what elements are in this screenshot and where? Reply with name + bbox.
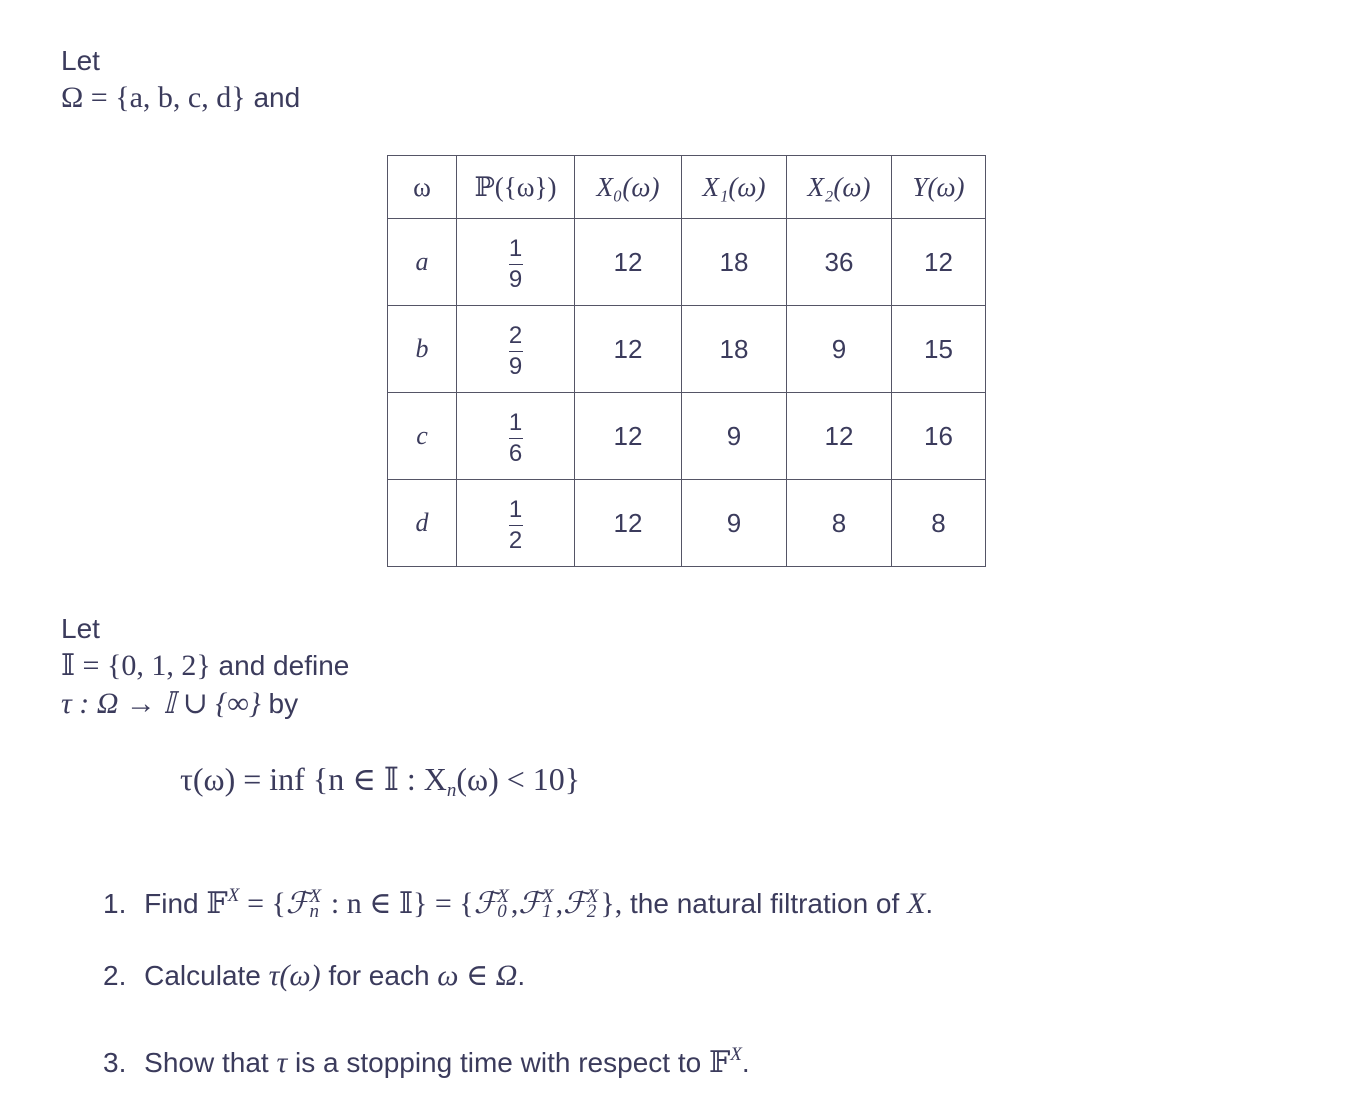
sub-n: n — [309, 901, 320, 922]
cell-omega: d — [388, 480, 457, 567]
table-row — [388, 393, 986, 480]
question-number: 3. — [103, 1047, 127, 1078]
fraction — [509, 237, 523, 292]
set-open: = { — [247, 887, 286, 920]
and-define-word: and define — [218, 650, 350, 681]
header-x1: X₁(ω) — [682, 156, 787, 219]
cell-x1: 9 — [682, 393, 787, 480]
omega-definition — [61, 81, 300, 115]
cell-omega: c — [388, 393, 457, 480]
for-each-text: for each — [328, 960, 430, 991]
cell-x2: 36 — [787, 219, 892, 306]
show-that-text: Show that — [144, 1047, 269, 1078]
sigma-algebra-n: ℱ — [285, 887, 310, 920]
cell-x2: 9 — [787, 306, 892, 393]
denominator: 9 — [508, 266, 523, 293]
cell-omega: a — [388, 219, 457, 306]
find-word: Find — [144, 888, 199, 919]
cell-x0: 12 — [575, 306, 682, 393]
numerator: 1 — [508, 496, 523, 523]
tau-map-line — [61, 687, 298, 721]
tau-def-end: (ω) < 10} — [456, 761, 581, 797]
cell-y: 8 — [892, 480, 986, 567]
fraction — [509, 324, 523, 379]
cell-omega: b — [388, 306, 457, 393]
sup-x: X — [309, 886, 322, 907]
sigma-algebra-0: ℱ — [473, 887, 498, 920]
sup-x: X — [586, 886, 599, 907]
cell-x1: 18 — [682, 306, 787, 393]
cell-x0: 12 — [575, 480, 682, 567]
denominator: 9 — [508, 353, 523, 380]
header-probability: ℙ({ω}) — [457, 156, 575, 219]
cell-x2: 12 — [787, 393, 892, 480]
sigma-algebra-0-indices — [497, 886, 509, 922]
tau-symbol: τ — [276, 1046, 288, 1079]
cell-probability — [457, 219, 575, 306]
tau-map: τ : Ω → 𝕀 ∪ {∞} — [61, 687, 261, 720]
cell-y: 16 — [892, 393, 986, 480]
sigma-algebra-n-indices — [309, 886, 322, 922]
sub-1: 1 — [542, 901, 552, 922]
numerator: 1 — [508, 235, 523, 262]
x-variable: X — [907, 887, 926, 920]
natural-filtration-text: the natural filtration of — [630, 888, 900, 919]
question-2 — [103, 959, 525, 993]
sigma-algebra-2-indices — [586, 886, 599, 922]
sub-0: 0 — [497, 901, 507, 922]
sigma-algebra-1-indices — [542, 886, 554, 922]
tau-def-main: τ(ω) = inf {n ∈ 𝕀 : X — [180, 761, 447, 797]
cell-probability — [457, 306, 575, 393]
by-word: by — [268, 688, 299, 719]
fraction-bar — [509, 351, 523, 352]
sup-x: X — [542, 886, 554, 907]
cell-x1: 18 — [682, 219, 787, 306]
tau-omega: τ(ω) — [268, 959, 321, 992]
cell-y: 12 — [892, 219, 986, 306]
cell-x0: 12 — [575, 393, 682, 480]
let-label-2: Let — [61, 613, 100, 644]
header-x2: X₂(ω) — [787, 156, 892, 219]
table-row — [388, 219, 986, 306]
numerator: 1 — [508, 409, 523, 436]
tau-def-subscript: n — [446, 780, 457, 801]
set-close: }, — [600, 887, 623, 920]
table-row — [388, 480, 986, 567]
period: . — [517, 960, 526, 991]
cell-y: 15 — [892, 306, 986, 393]
sup-x: X — [497, 886, 509, 907]
question-3 — [103, 1038, 750, 1080]
set-condition: : n ∈ 𝕀} = { — [330, 887, 474, 920]
cell-x2: 8 — [787, 480, 892, 567]
cell-x1: 9 — [682, 480, 787, 567]
question-1: 1. Find 𝔽$^X$ = {ℱ X n : n ∈ 𝕀} = {ℱ X 0 ,ℱ X 1 ,ℱ X 2 }, the natural filtration of X. — [103, 885, 934, 922]
denominator: 2 — [508, 527, 523, 554]
filtration-superscript: X — [730, 1044, 742, 1065]
fraction — [509, 498, 523, 553]
tau-definition — [180, 762, 580, 808]
random-variable-table — [387, 155, 986, 567]
header-omega: ω — [388, 156, 457, 219]
question-number: 1. — [103, 888, 127, 919]
filtration-symbol: 𝔽 — [206, 887, 228, 920]
calculate-word: Calculate — [144, 960, 261, 991]
fraction-bar — [509, 438, 523, 439]
cell-x0: 12 — [575, 219, 682, 306]
filtration-symbol: 𝔽 — [708, 1046, 731, 1079]
fraction — [509, 411, 523, 466]
let-label-1: Let — [61, 45, 100, 76]
table-header-row — [388, 156, 986, 219]
header-y: Y(ω) — [892, 156, 986, 219]
omega-in-set: ω ∈ Ω — [437, 959, 518, 992]
index-set-line — [61, 649, 349, 683]
period: . — [925, 888, 934, 919]
sigma-algebra-2: ℱ — [563, 887, 587, 920]
index-set: 𝕀 = {0, 1, 2} — [61, 649, 211, 682]
sigma-algebra-1: ℱ — [518, 887, 542, 920]
numerator: 2 — [508, 322, 523, 349]
sub-2: 2 — [586, 901, 597, 922]
filtration-superscript: X — [227, 885, 240, 906]
header-x0: X₀(ω) — [575, 156, 682, 219]
cell-probability — [457, 393, 575, 480]
table-row — [388, 306, 986, 393]
period: . — [741, 1047, 750, 1078]
denominator: 6 — [508, 440, 523, 467]
stopping-time-text: is a stopping time with respect to — [294, 1047, 702, 1078]
cell-probability — [457, 480, 575, 567]
fraction-bar — [509, 264, 523, 265]
omega-set: Ω = {a, b, c, d} — [61, 81, 246, 114]
and-word: and — [253, 82, 301, 113]
fraction-bar — [509, 525, 523, 526]
question-number: 2. — [103, 960, 127, 991]
